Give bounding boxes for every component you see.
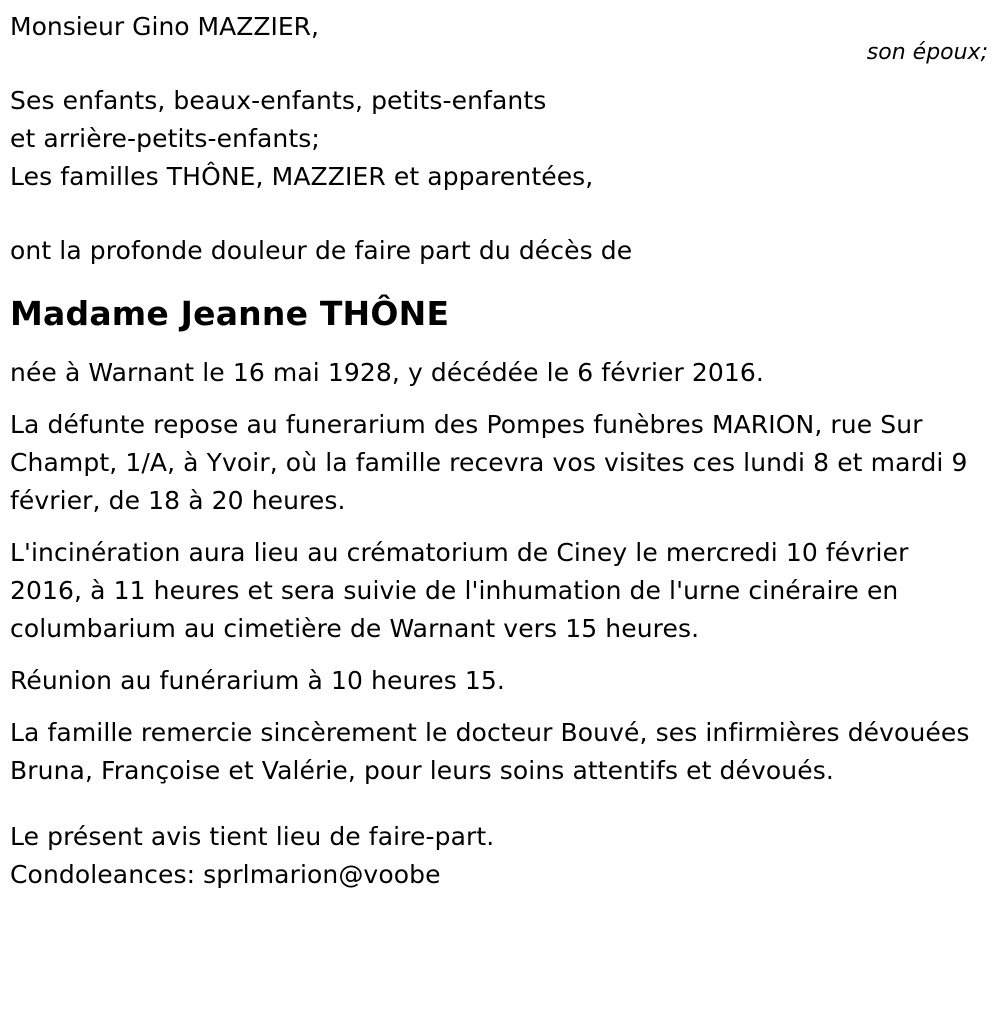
deceased-name-heading: Madame Jeanne THÔNE [10,294,450,333]
thanks-details: La famille remercie sincèrement le docteur Bouvé, ses infirmières dévouées Bruna, Françoise et Valérie, pour leurs soins attentifs et dévoués. [10,718,970,785]
announcer-family-block [10,82,988,196]
spouse-name: Monsieur Gino MAZZIER, [10,12,319,41]
spouse-relation-label: son époux; [866,40,988,65]
closing-block [10,818,988,894]
family-line-children: Ses enfants, beaux-enfants, petits-enfants [10,86,547,115]
visitation-details: La défunte repose au funerarium des Pompes funèbres MARION, rue Sur Champt, 1/A, à Yvoir, où la famille recevra vos visites ces lundi 8 et mardi 9 février, de 18 à 20 heures. [10,410,968,515]
family-line-great-grandchildren: et arrière-petits-enfants; [10,124,320,153]
faire-part-notice: Le présent avis tient lieu de faire-part. [10,822,495,851]
birth-death-details: née à Warnant le 16 mai 1928, y décédée le 6 février 2016. [10,358,764,387]
spacer-before-closing [10,790,988,818]
condolences-contact: Condoleances: sprlmarion@voobe [10,860,441,889]
spacer-after-family [10,196,988,232]
cremation-details: L'incinération aura lieu au crématorium de Ciney le mercredi 10 février 2016, à 11 heures et sera suivie de l'inhumation de l'urne cinéraire en columbarium au cimetière de Warnant vers 15 heures. [10,538,909,643]
family-line-families: Les familles THÔNE, MAZZIER et apparentées, [10,162,594,191]
announcer-spouse-block [10,10,988,82]
announcement-intro: ont la profonde douleur de faire part du décès de [10,236,633,265]
gathering-details: Réunion au funérarium à 10 heures 15. [10,666,505,695]
